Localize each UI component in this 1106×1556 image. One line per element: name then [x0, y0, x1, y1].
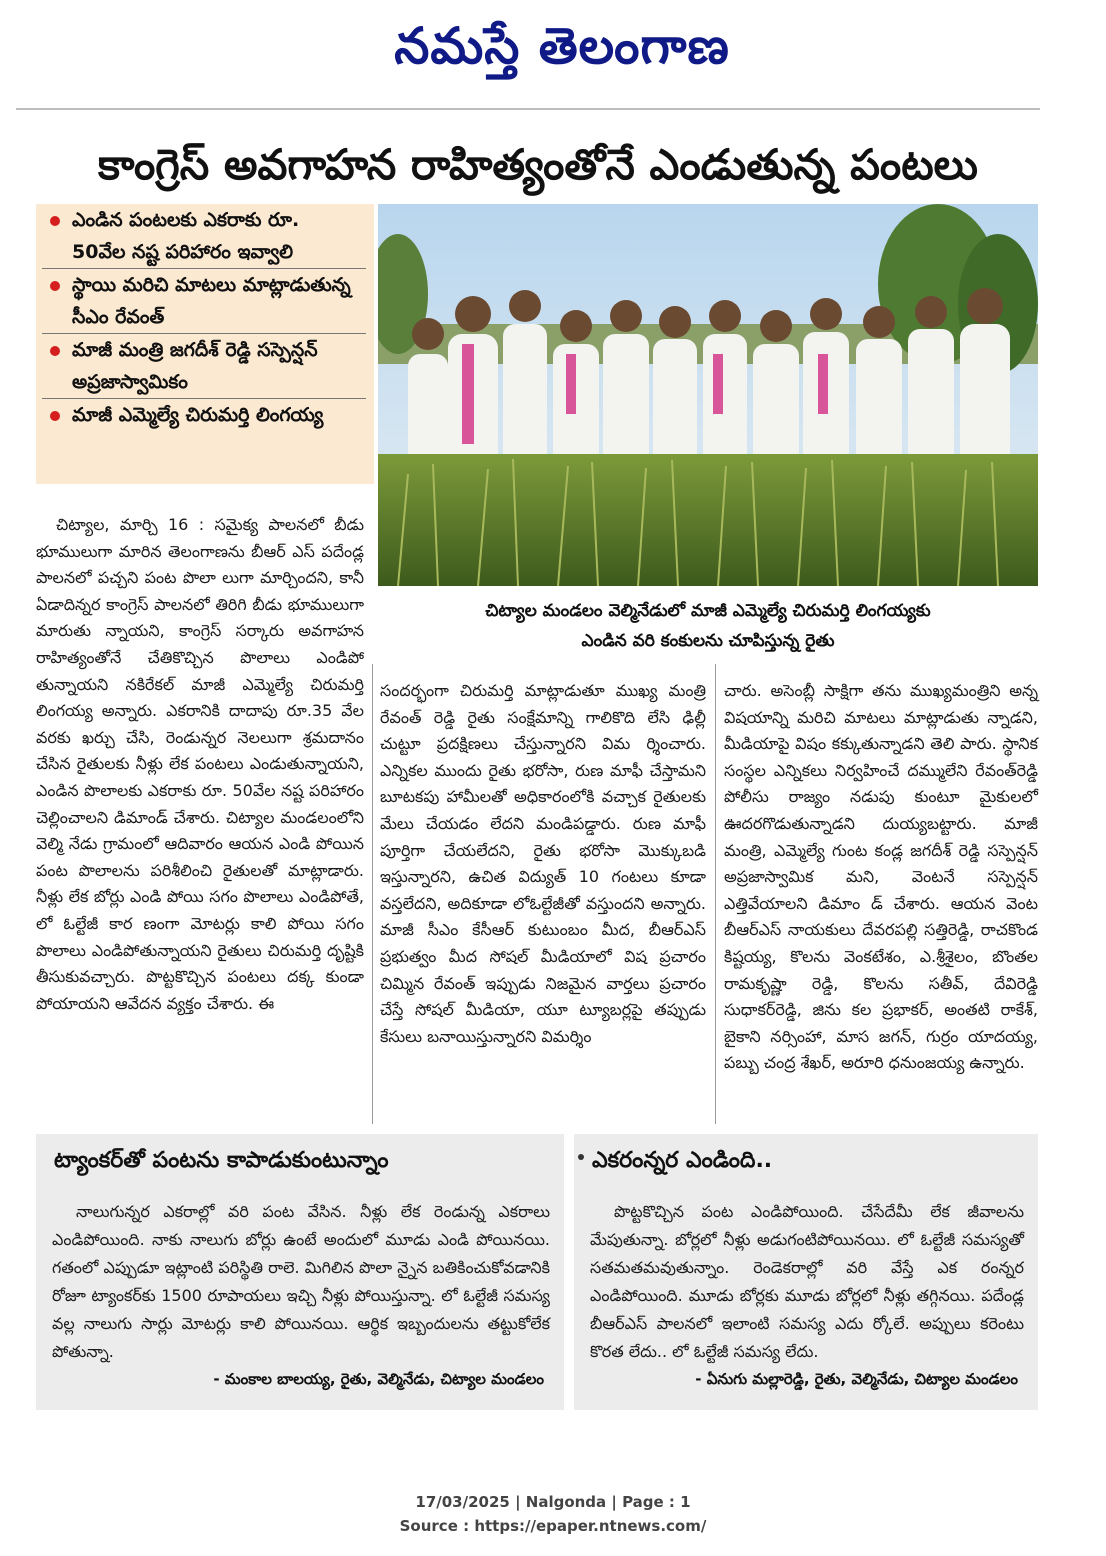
- photo-caption-line: చిట్యాల మండలం వెల్మినేడులో మాజీ ఎమ్మెల్యే చిరుమర్తి లింగయ్యకు: [485, 601, 931, 621]
- quote-box-body: పొట్టకొచ్చిన పంట ఎండిపోయింది. చేసేదేమీ లేక జీవాలను మేపుతున్నా. బోర్లలో నీళ్లు అడుగంటిపోయినయి. లో ఓల్టేజీ సమస్యతో సతమతమవుతున్నాం. రెండెకరాల్లో వరి వేస్తే ఎక రంన్నర ఎండిపోయింది. మూడు బోర్లకు మూడు బోర్లలో నీళ్లు తగ్గినయి. పదేండ్ల బీఆర్ఎస్ పాలనలో ఇలాంటి సమస్య ఎదు ర్కోలే. అప్పులు కరెంటు కొరత లేదు.. లో ఓల్టేజీ సమస్య లేదు.: [590, 1202, 1024, 1361]
- highlight-text: మాజీ మంత్రి జగదీశ్ రెడ్డి సస్పెన్షన్ అప్రజాస్వామికం: [72, 339, 318, 393]
- news-photo: [378, 204, 1038, 586]
- quote-box-signature: - ఏనుగు మల్లారెడ్డి, రైతు, వెల్మినేడు, చిట్యాల మండలం: [695, 1370, 1018, 1388]
- masthead-title: నమస్తే తెలంగాణ: [394, 16, 730, 75]
- title-mark-icon: [578, 1154, 584, 1160]
- highlight-item: [42, 269, 366, 334]
- quote-box-title: ట్యాంకర్‌తో పంటను కాపాడుకుంటున్నాం: [54, 1148, 389, 1173]
- article-column-2: సందర్భంగా చిరుమర్తి మాట్లాడుతూ ముఖ్య మంత్రి రేవంత్ రెడ్డి రైతు సంక్షేమాన్ని గాలికొది లేసి ఢిల్లీ చుట్టూ ప్రదక్షిణలు చేస్తున్నారని విమ ర్శించారు. ఎన్నికల ముందు రైతు భరోసా, రుణ మాఫీ చేస్తామని బూటకపు హామీలతో అధికారంలోకి వచ్చాక రైతులకు మేలు చేయడం లేదని మండిపడ్డారు. రుణ మాఫీ పూర్తిగా చేయలేదని, రైతు భరోసా మొక్కుబడి ఇస్తున్నారని, ఉచిత విద్యుత్ 10 గంటలు కూడా వస్తలేదని, అదికూడా లోఓల్టేజీతో వస్తుందని అన్నారు. మాజీ సీఎం కేసీఆర్ కుటుంబం మీద, బీఆర్ఎస్ ప్రభుత్వం మీద సోషల్ మీడియాలో విష ప్రచారం చిమ్మిన రేవంత్ ఇప్పుడు నిజమైన వార్తలు ప్రచారం చేస్తే సోషల్ మీడియా, యూ ట్యూబర్లపై తప్పుడు కేసులు బనాయిస్తున్నారని విమర్శిం: [380, 681, 706, 1046]
- article-column-3: చారు. అసెంబ్లీ సాక్షిగా తను ముఖ్యమంత్రిని అన్న విషయాన్ని మరిచి మాటలు మాట్లాడుతు న్నాడని, మీడియాపై విషం కక్కుతున్నాడని తెలి పారు. స్థానిక సంస్థల ఎన్నికలు నిర్వహించే దమ్ములేని రేవంత్‌రెడ్డి పోలీసు రాజ్యం నడుపు కుంటూ మైకులలో ఊదరగొడుతున్నాడని దుయ్యబట్టారు. మాజీ మంత్రి, ఎమ్మెల్యే గుంట కండ్ల జగదీశ్ రెడ్డి సస్పెన్షన్ అప్రజాస్వామిక మని, వెంటనే సస్పెన్షన్ ఎత్తివేయాలని డిమాం డ్ చేశారు. ఆయన వెంట బీఆర్ఎస్ నాయకులు దేవరపల్లి సత్తిరెడ్డి, రాచకొండ కిష్టయ్య, కొలను వెంకటేశం, ఎ.శ్రీశైలం, బొంతల రామకృష్ణా రెడ్డి, కొలను సతీవ్, దేవిరెడ్డి సుధాకర్‌రెడ్డి, జిను కల ప్రభాకర్, అంతటి రాకేశ్, బైకాని నర్సింహా, మాస జగన్, గుర్రం యాదయ్య, పబ్బు చంద్ర శేఖర్, అరూరి ధనుంజయ్య ఉన్నారు.: [724, 681, 1038, 1073]
- bullet-dot-icon: [50, 281, 60, 291]
- bullet-dot-icon: [50, 346, 60, 356]
- bullet-dot-icon: [50, 216, 60, 226]
- footer-edition-line: 17/03/2025 | Nalgonda | Page : 1: [415, 1493, 691, 1511]
- column-divider: [372, 664, 373, 1124]
- article-headline: కాంగ్రెస్ అవగాహన రాహిత్యంతోనే ఎండుతున్న పంటలు: [98, 140, 978, 189]
- footer-source-link[interactable]: Source : https://epaper.ntnews.com/: [399, 1517, 707, 1535]
- quote-box-title: ఎకరంన్నర ఎండింది..: [592, 1148, 773, 1173]
- quote-box-body: నాలుగున్నర ఎకరాల్లో వరి పంట వేసిన. నీళ్లు లేక రెండున్న ఎకరాలు ఎండిపోయింది. నాకు నాలుగు బోర్లు ఉంటే అందులో మూడు ఎండి పోయినయి. గతంలో ఎప్పుడూ ఇట్లాంటి పరిస్థితి రాలె. మిగిలిన పొలా న్నైన బతికించుకోవడానికి రోజూ ట్యాంకర్‌కు 1500 రూపాయలు ఇచ్చి నీళ్లు పోయిస్తున్నా. లో ఓల్టేజీ సమస్య వల్ల నాలుగు సార్లు మోటర్లు కాలి పోయినయి. ఆర్థిక ఇబ్బందులను తట్టుకోలేక పోతున్నా.: [52, 1202, 550, 1361]
- masthead: [0, 0, 1106, 112]
- photo-caption: [378, 596, 1038, 656]
- highlight-text: మాజీ ఎమ్మెల్యే చిరుమర్తి లింగయ్య: [72, 404, 324, 426]
- article-column-1: చిట్యాల, మార్చి 16 : సమైక్య పాలనలో బీడు భూములుగా మారిన తెలంగాణను బీఆర్ ఎస్ పదేండ్ల పాలనలో పచ్చని పంట పొలా లుగా మార్చిందని, కానీ ఏడాదిన్నర కాంగ్రెస్ పాలనలో తిరిగి బీడు భూములుగా మారుతు న్నాయని, కాంగ్రెస్ సర్కారు అవగాహన రాహిత్యంతోనే చేతికొచ్చిన పొలాలు ఎండిపో తున్నాయని నకిరేకల్ మాజీ ఎమ్మెల్యే చిరుమర్తి లింగయ్య అన్నారు. ఎకరానికి దాదాపు రూ.35 వేల వరకు ఖర్చు చేసి, రెండున్నర నెలలుగా శ్రమదానం చేసిన రైతులకు నీళ్లు లేక పంటలు ఎండుతున్నాయని, ఎండిన పొలాలకు ఎకరాకు రూ. 50వేల నష్ట పరిహారం చెల్లించాలని డిమాండ్ చేశారు. చిట్యాల మండలంలోని వెల్మి నేడు గ్రామంలో ఆదివారం ఆయన ఎండి పోయిన పంట పొలాలను పరిశీలించి రైతులతో మాట్లాడారు. నీళ్లు లేక బోర్లు ఎండి పోయి సగం పొలాలు ఎండిపోతే, లో ఓల్టేజీ కార ణంగా మోటర్లు కాలి పోయి సగం పొలాలు ఎండిపోతున్నాయని రైతులు చిరుమర్తి దృష్టికి తీసుకువచ్చారు. పొట్టకొచ్చిన పంటలు దక్క కుండా పోయాయని ఆవేదన వ్యక్తం చేశారు. ఈ: [36, 515, 364, 1013]
- highlights-box: [36, 204, 374, 484]
- farmer-quote-box-right: [574, 1134, 1038, 1410]
- highlight-item: [42, 399, 366, 435]
- photo-caption-line: ఎండిన వరి కంకులను చూపిస్తున్న రైతు: [581, 631, 835, 651]
- highlight-text: ఎండిన పంటలకు ఎకరాకు రూ. 50వేల నష్ట పరిహారం ఇవ్వాలి: [72, 209, 300, 263]
- masthead-rule: [16, 108, 1040, 110]
- farmer-quote-box-left: [36, 1134, 564, 1410]
- highlight-text: స్థాయి మరిచి మాటలు మాట్లాడుతున్న సీఎం రేవంత్: [72, 274, 351, 328]
- page-footer: [0, 1490, 1106, 1538]
- quote-box-signature: - మంకాల బాలయ్య, రైతు, వెల్మినేడు, చిట్యాల మండలం: [213, 1370, 544, 1388]
- bullet-dot-icon: [50, 411, 60, 421]
- column-divider: [715, 664, 716, 1124]
- highlight-item: [42, 204, 366, 269]
- highlight-item: [42, 334, 366, 399]
- field-photo-illustration: [378, 204, 1038, 586]
